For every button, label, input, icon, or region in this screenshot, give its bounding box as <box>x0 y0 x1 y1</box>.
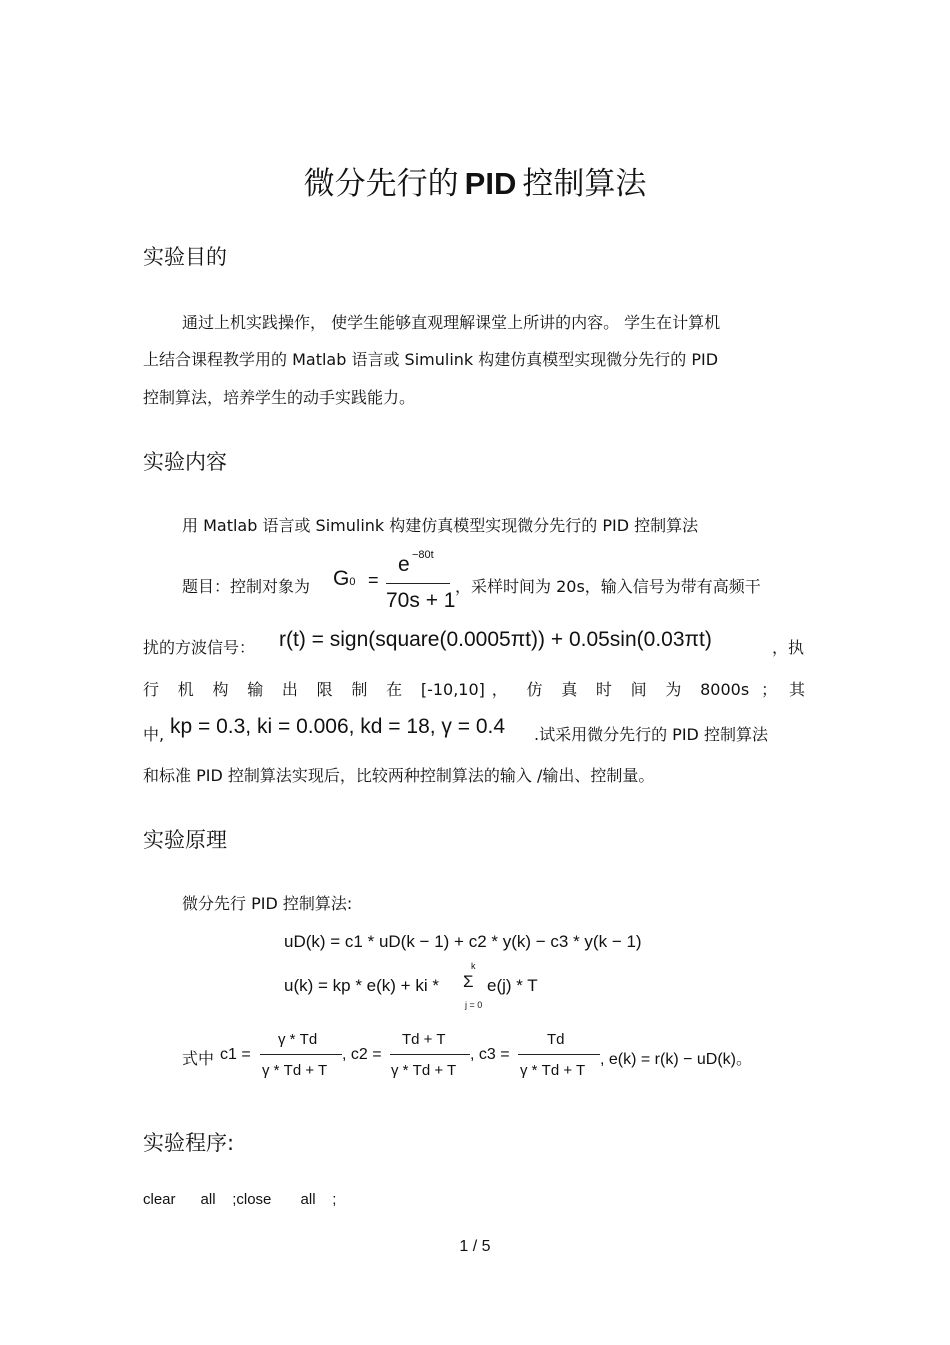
code-line-1: clear all ;close all ; <box>143 1191 337 1208</box>
justified-line: 行 机 构 输 出 限 制 在 [-10,10]， 仿 真 时 间 为 8000s ； 其 <box>143 680 805 699</box>
plant-numerator: e <box>398 553 410 576</box>
c1-label: c1 = <box>220 1046 251 1063</box>
plant-denominator: 70s + 1 <box>386 589 456 612</box>
heading-program: 实验程序: <box>143 1131 235 1155</box>
sum-symbol: Σ <box>463 972 474 991</box>
principle-intro: 微分先行 PID 控制算法: <box>182 894 353 913</box>
c2-denominator: γ * Td + T <box>391 1062 457 1079</box>
plant-exponent: −80t <box>412 549 434 561</box>
heading-purpose: 实验目的 <box>143 245 227 269</box>
param-pre: 中, <box>143 725 165 744</box>
equation-1: uD(k) = c1 * uD(k − 1) + c2 * y(k) − c3 * y(k − 1) <box>284 932 642 951</box>
e-definition: , e(k) = r(k) − uD(k)。 <box>600 1051 753 1068</box>
sum-top: k <box>471 961 476 971</box>
c1-fraction-bar <box>260 1054 342 1055</box>
purpose-line-3: 控制算法，培养学生的动手实践能力。 <box>143 388 416 407</box>
page-title <box>0 158 950 203</box>
question-after: ，采样时间为 20s，输入信号为带有高频干 <box>455 577 761 596</box>
c1-numerator: γ * Td <box>278 1031 318 1048</box>
content-last-line: 和标准 PID 控制算法实现后，比较两种控制算法的输入 /输出、控制量。 <box>143 766 655 785</box>
purpose-line-2: 上结合课程教学用的 Matlab 语言或 Simulink 构建仿真模型实现微分先行的 PID <box>143 350 719 369</box>
c2-fraction-bar <box>390 1054 470 1055</box>
heading-content: 实验内容 <box>143 450 227 474</box>
equation-2-left: u(k) = kp * e(k) + ki * <box>284 976 439 995</box>
plant-eq: = <box>368 570 379 590</box>
page-number: 1 / 5 <box>459 1238 491 1255</box>
content-line-1: 用 Matlab 语言或 Simulink 构建仿真模型实现微分先行的 PID 控制算法 <box>182 516 699 535</box>
param-values: kp = 0.3, ki = 0.006, kd = 18, γ = 0.4 <box>170 715 506 738</box>
question-label: 题目：控制对象为 <box>182 577 311 596</box>
c3-denominator: γ * Td + T <box>520 1062 586 1079</box>
c3-numerator: Td <box>547 1031 565 1048</box>
c2-numerator: Td + T <box>402 1031 446 1048</box>
plant-G: G0 <box>333 567 356 590</box>
plant-fraction-bar <box>386 583 450 584</box>
title-post: 控制算法 <box>522 166 647 202</box>
r-after: ，执 <box>772 638 805 657</box>
c3-label: , c3 = <box>470 1046 510 1063</box>
param-after: .试采用微分先行的 PID 控制算法 <box>534 725 768 744</box>
title-pre: 微分先行的 <box>303 166 459 202</box>
where-label: 式中 <box>182 1049 215 1068</box>
r-label: 扰的方波信号： <box>143 638 256 657</box>
c3-fraction-bar <box>518 1054 600 1055</box>
sum-bottom: j = 0 <box>465 1000 483 1010</box>
r-formula: r(t) = sign(square(0.0005πt)) + 0.05sin(0.03πt) <box>279 628 712 651</box>
c1-denominator: γ * Td + T <box>262 1062 328 1079</box>
heading-principle: 实验原理 <box>143 828 227 852</box>
purpose-line-1: 通过上机实践操作， 使学生能够直观理解课堂上所讲的内容。 学生在计算机 <box>182 313 721 332</box>
c2-label: , c2 = <box>342 1046 382 1063</box>
equation-2-right: e(j) * T <box>487 976 538 995</box>
title-bold: PID <box>464 166 517 201</box>
